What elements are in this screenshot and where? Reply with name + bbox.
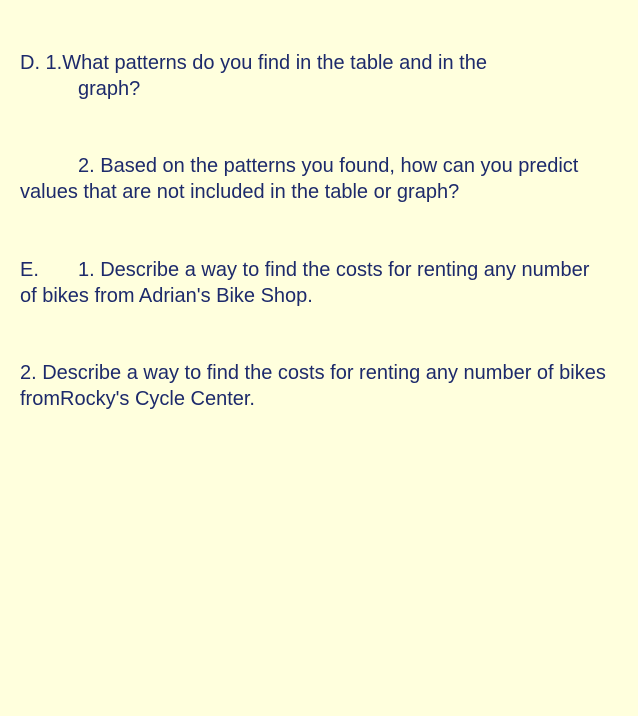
section-e-question-2-line-1: 2. Describe a way to find the costs for renting any number of bikes xyxy=(20,362,606,384)
section-d-question-1-line-2: graph? xyxy=(78,78,141,100)
section-e-question-2-line-2: fromRocky's Cycle Center. xyxy=(20,388,255,410)
section-e-question-1-line-2: of bikes from Adrian's Bike Shop. xyxy=(20,285,313,307)
section-e-question-1-text: 1. Describe a way to find the costs for renting any number xyxy=(78,259,590,281)
section-e-question-1-line-1 xyxy=(20,257,589,283)
section-d-question-2-line-2: values that are not included in the table or graph? xyxy=(20,181,460,203)
section-d-question-2-line-1: 2. Based on the patterns you found, how can you predict xyxy=(78,155,579,177)
section-d-question-1-line-1: D. 1.What patterns do you find in the table and in the xyxy=(20,52,487,74)
section-e-label: E. xyxy=(20,259,39,281)
